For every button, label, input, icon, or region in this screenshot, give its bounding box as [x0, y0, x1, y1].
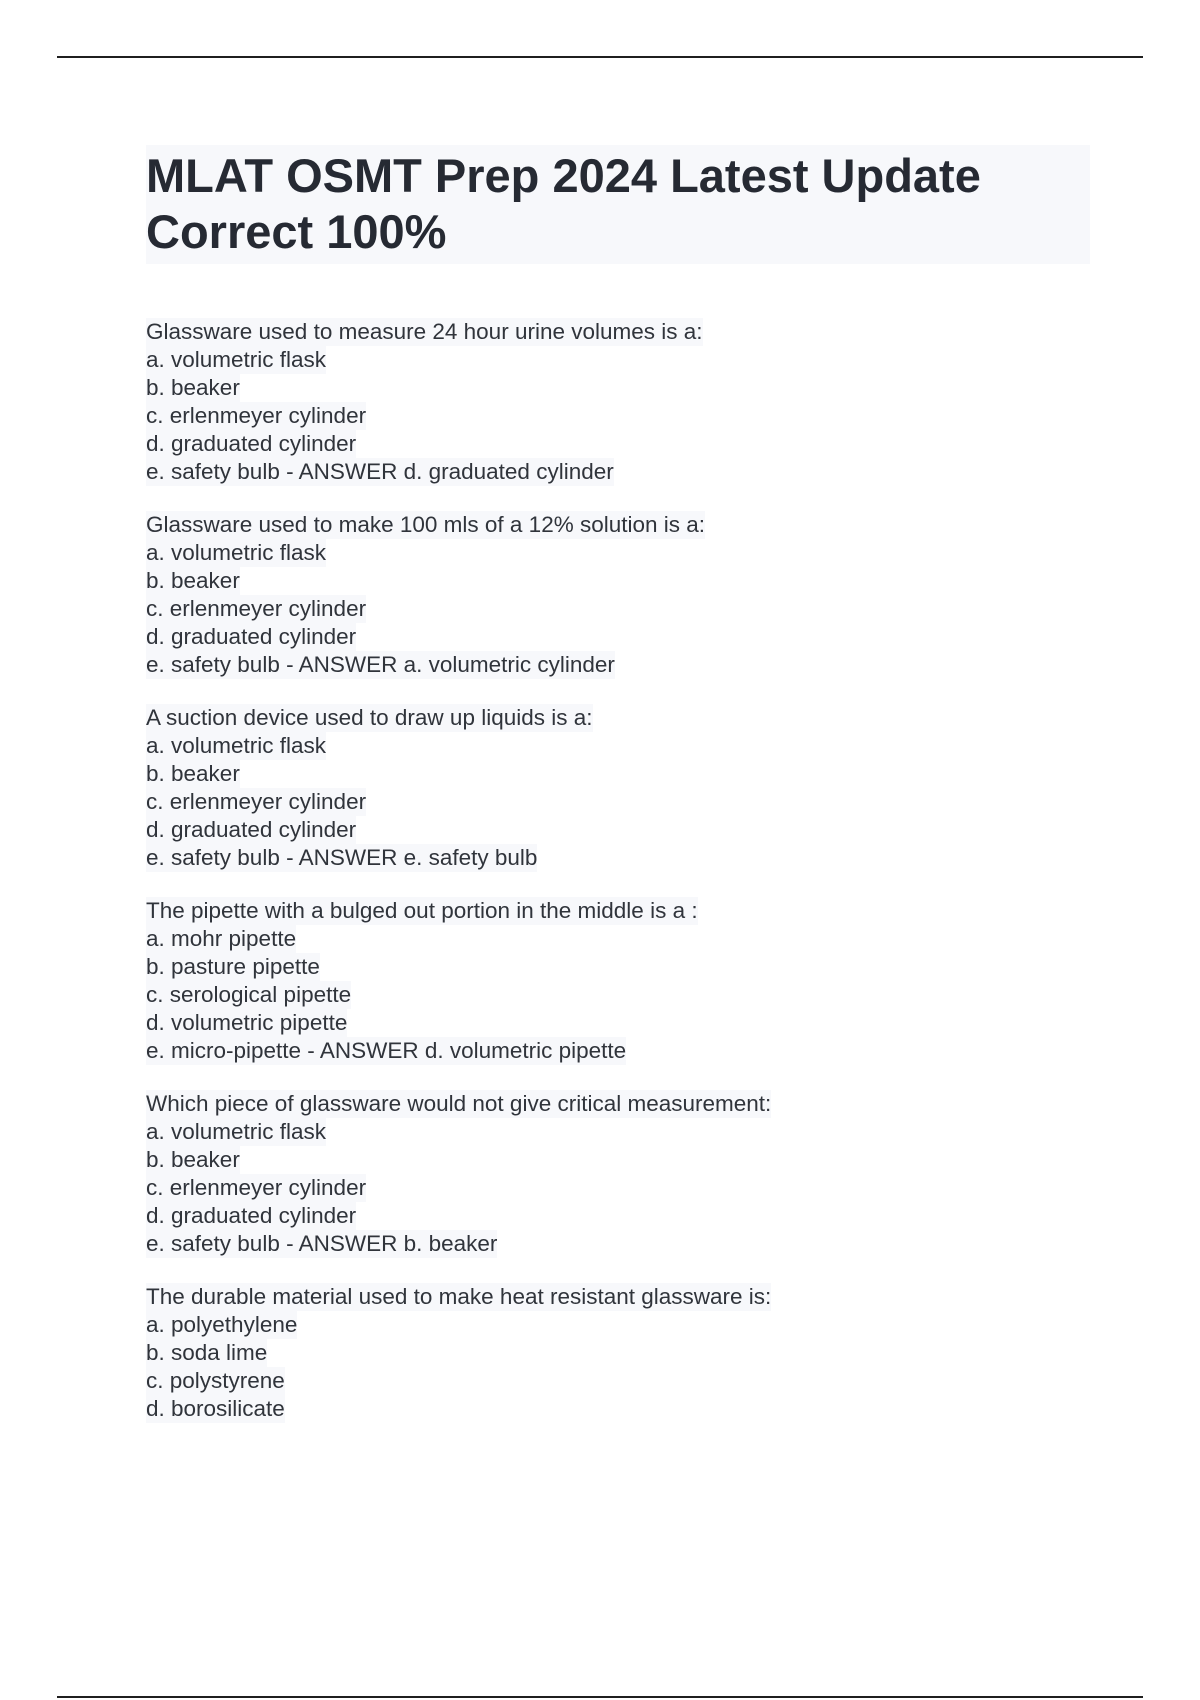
question-prompt: Glassware used to measure 24 hour urine volumes is a: [146, 319, 703, 344]
document-body [146, 145, 1090, 1448]
answer-option: b. beaker [146, 761, 240, 786]
question-1 [146, 318, 1090, 486]
answer-option: d. graduated cylinder [146, 624, 357, 649]
answer-option-with-key: e. safety bulb - ANSWER d. graduated cylinder [146, 459, 614, 484]
question-prompt: A suction device used to draw up liquids is a: [146, 705, 593, 730]
top-rule [57, 56, 1143, 58]
question-2 [146, 511, 1090, 679]
answer-option-with-key: e. safety bulb - ANSWER a. volumetric cylinder [146, 652, 615, 677]
document-title: MLAT OSMT Prep 2024 Latest Update Correct 100% [146, 149, 981, 258]
answer-option: b. pasture pipette [146, 954, 320, 979]
answer-option: d. volumetric pipette [146, 1010, 348, 1035]
answer-option: c. polystyrene [146, 1368, 285, 1393]
question-prompt: Which piece of glassware would not give critical measurement: [146, 1091, 772, 1116]
answer-option: b. soda lime [146, 1340, 268, 1365]
answer-option: d. graduated cylinder [146, 431, 357, 456]
answer-option: c. erlenmeyer cylinder [146, 596, 367, 621]
answer-option: a. volumetric flask [146, 1119, 327, 1144]
question-3 [146, 704, 1090, 872]
bottom-rule [57, 1696, 1143, 1698]
question-4 [146, 897, 1090, 1065]
question-prompt: The durable material used to make heat resistant glassware is: [146, 1284, 772, 1309]
answer-option: d. graduated cylinder [146, 817, 357, 842]
question-prompt: The pipette with a bulged out portion in the middle is a : [146, 898, 698, 923]
answer-option: c. erlenmeyer cylinder [146, 789, 367, 814]
answer-option: a. volumetric flask [146, 733, 327, 758]
answer-option: b. beaker [146, 375, 240, 400]
answer-option-with-key: e. safety bulb - ANSWER b. beaker [146, 1231, 498, 1256]
answer-option: b. beaker [146, 568, 240, 593]
answer-option: c. erlenmeyer cylinder [146, 403, 367, 428]
answer-option: c. serological pipette [146, 982, 352, 1007]
answer-option: a. polyethylene [146, 1312, 298, 1337]
answer-option: a. volumetric flask [146, 540, 327, 565]
question-prompt: Glassware used to make 100 mls of a 12% solution is a: [146, 512, 706, 537]
answer-option: d. borosilicate [146, 1396, 285, 1421]
answer-option: a. mohr pipette [146, 926, 297, 951]
question-6 [146, 1283, 1090, 1423]
answer-option-with-key: e. safety bulb - ANSWER e. safety bulb [146, 845, 538, 870]
question-5 [146, 1090, 1090, 1258]
answer-option: a. volumetric flask [146, 347, 327, 372]
answer-option: b. beaker [146, 1147, 240, 1172]
answer-option-with-key: e. micro-pipette - ANSWER d. volumetric pipette [146, 1038, 627, 1063]
title-block [146, 145, 1090, 264]
answer-option: d. graduated cylinder [146, 1203, 357, 1228]
answer-option: c. erlenmeyer cylinder [146, 1175, 367, 1200]
